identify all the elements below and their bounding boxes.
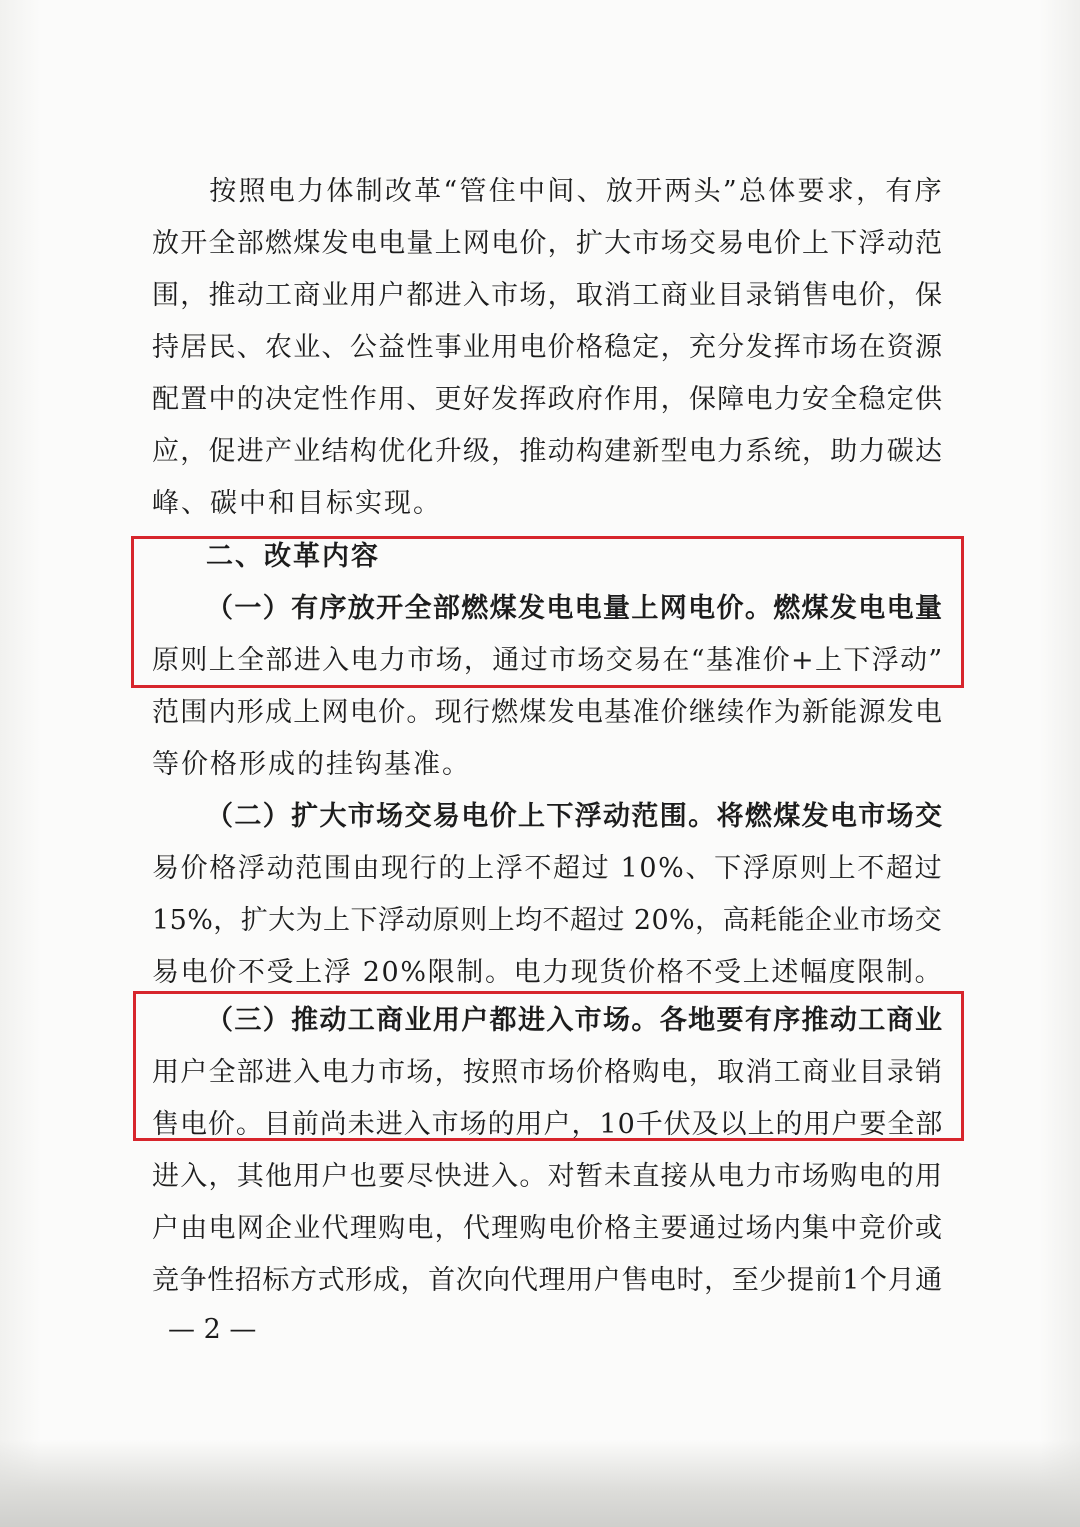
item-1-line-2: 原则上全部进入电力市场，通过市场交易在“基准价+上下浮动” xyxy=(152,645,944,676)
intro-line-2: 放开全部燃煤发电电量上网电价，扩大市场交易电价上下浮动范 xyxy=(152,228,944,259)
item-1-line-4: 等价格形成的挂钩基准。 xyxy=(152,749,471,780)
item-2-line-2: 易价格浮动范围由现行的上浮不超过 10%、下浮原则上不超过 xyxy=(152,853,944,884)
item-2-line-3: 15%，扩大为上下浮动原则上均不超过 20%，高耗能企业市场交 xyxy=(152,905,943,936)
item-3-line-1: （三）推动工商业用户都进入市场。各地要有序推动工商业 xyxy=(206,1005,944,1036)
item-3-line-3: 售电价。目前尚未进入市场的用户，10千伏及以上的用户要全部 xyxy=(152,1109,944,1140)
item-2-line-4: 易电价不受上浮 20%限制。电力现货价格不受上述幅度限制。 xyxy=(152,957,944,988)
page-number: — 2 — xyxy=(168,1314,257,1345)
highlight-box-reform-item-3 xyxy=(133,991,964,1141)
intro-line-3: 围，推动工商业用户都进入市场，取消工商业目录销售电价，保 xyxy=(152,280,944,311)
intro-line-4: 持居民、农业、公益性事业用电价格稳定，充分发挥市场在资源 xyxy=(152,332,944,363)
intro-line-6: 应，促进产业结构优化升级，推动构建新型电力系统，助力碳达 xyxy=(152,436,944,467)
item-3-line-5: 户由电网企业代理购电，代理购电价格主要通过场内集中竞价或 xyxy=(152,1213,944,1244)
highlight-box-reform-item-1 xyxy=(131,536,964,688)
intro-line-1: 按照电力体制改革“管住中间、放开两头”总体要求，有序 xyxy=(180,176,944,207)
item-1-line-3: 范围内形成上网电价。现行燃煤发电基准价继续作为新能源发电 xyxy=(152,697,944,728)
item-2-line-1: （二）扩大市场交易电价上下浮动范围。将燃煤发电市场交 xyxy=(206,801,944,832)
section-heading: 二、改革内容 xyxy=(206,541,380,572)
item-1-line-1: （一）有序放开全部燃煤发电电量上网电价。燃煤发电电量 xyxy=(206,593,944,624)
intro-line-5: 配置中的决定性作用、更好发挥政府作用，保障电力安全稳定供 xyxy=(152,384,944,415)
scan-bottom-shade xyxy=(0,1440,1080,1527)
item-3-line-4: 进入，其他用户也要尽快进入。对暂未直接从电力市场购电的用 xyxy=(152,1161,944,1192)
item-3-line-6: 竞争性招标方式形成，首次向代理用户售电时，至少提前1个月通 xyxy=(152,1265,943,1296)
intro-line-7: 峰、碳中和目标实现。 xyxy=(152,488,442,519)
item-3-line-2: 用户全部进入电力市场，按照市场价格购电，取消工商业目录销 xyxy=(152,1057,944,1088)
